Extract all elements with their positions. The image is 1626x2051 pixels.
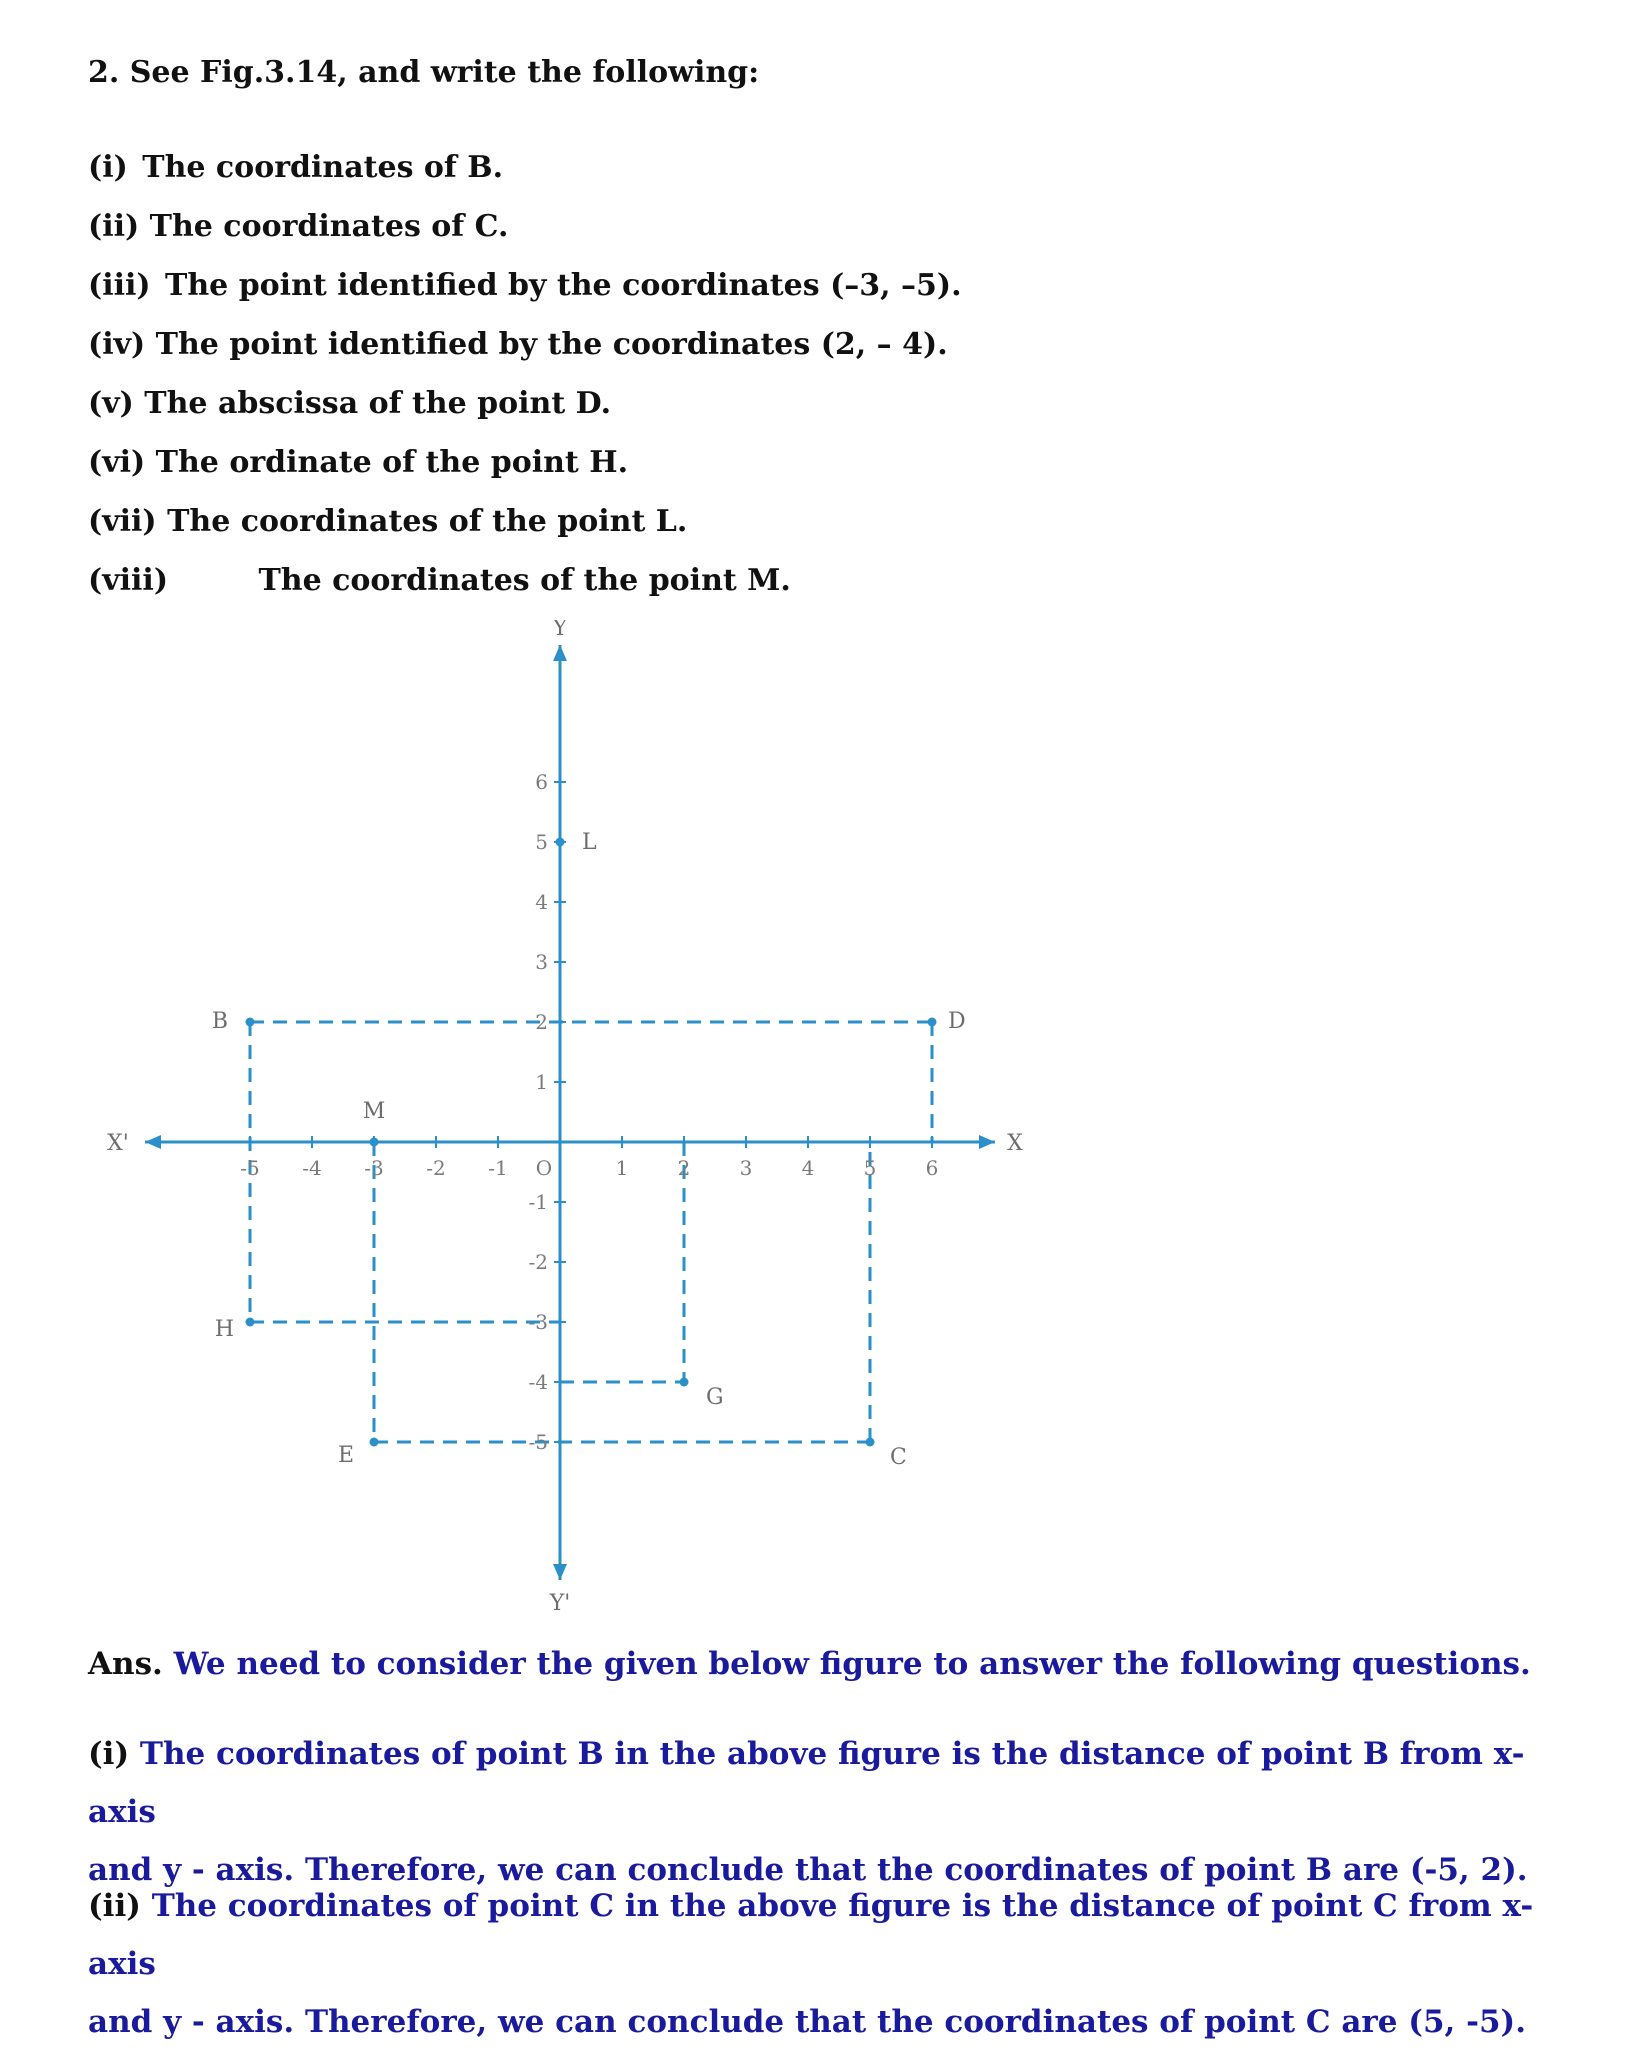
item-number: (ii) (88, 209, 140, 244)
y-axis-label: Y (552, 620, 568, 641)
coordinate-plane (90, 620, 1070, 1620)
y-tick-label: -2 (528, 1250, 548, 1274)
item-text: The coordinates of C. (149, 209, 509, 244)
y-tick-label: 5 (535, 830, 548, 854)
x-tick-label: 6 (925, 1156, 939, 1180)
point-label: M (362, 1099, 386, 1124)
y-tick-label: 4 (535, 890, 548, 914)
x-tick-label: 2 (677, 1156, 691, 1180)
x-tick-label: -5 (240, 1156, 260, 1180)
point-marker (246, 1318, 255, 1327)
x-tick-label: 1 (615, 1156, 629, 1180)
item-text: The abscissa of the point D. (144, 386, 612, 421)
point-label: H (214, 1317, 234, 1342)
x-tick-label: 3 (739, 1156, 753, 1180)
question-item (88, 268, 962, 303)
answer-line-text: The coordinates of point C in the above figure is the distance of point C from x-axis (88, 1888, 1534, 1982)
item-text: The point identified by the coordinates (–3, –5). (165, 268, 962, 303)
answer-line-text: and y - axis. Therefore, we can conclude that the coordinates of point B are (-5, 2). (88, 1852, 1528, 1888)
item-text: The ordinate of the point H. (155, 445, 629, 480)
y-axis-arrow-down (553, 1564, 567, 1580)
point-marker (246, 1018, 255, 1027)
point-marker (928, 1018, 937, 1027)
answer-line (88, 1877, 1568, 1993)
point-marker (866, 1438, 875, 1447)
question-item (88, 327, 948, 362)
question-item (88, 563, 791, 598)
question-item (88, 445, 628, 480)
y-tick-label: -1 (528, 1190, 548, 1214)
item-number: (vii) (88, 504, 157, 539)
x-tick-label: -3 (364, 1156, 384, 1180)
y-tick-label: 6 (535, 770, 548, 794)
item-number: (iii) (88, 268, 151, 303)
y-tick-label: 3 (535, 950, 548, 974)
x-axis-label: X (1007, 1131, 1023, 1156)
point-label: C (890, 1445, 907, 1470)
answer-part-number: (ii) (88, 1888, 141, 1924)
point-label: D (948, 1009, 966, 1034)
question-item (88, 209, 508, 244)
item-number: (iv) (88, 327, 146, 362)
x-axis-neg-label: X' (107, 1131, 129, 1156)
y-tick-label: 1 (535, 1070, 548, 1094)
answer-line-text: The coordinates of point B in the above figure is the distance of point B from x-axis (88, 1736, 1525, 1830)
point-marker (556, 838, 565, 847)
point-marker (370, 1138, 379, 1147)
point-label: B (211, 1009, 228, 1034)
y-tick-label: 2 (535, 1010, 548, 1034)
point-label: E (337, 1443, 354, 1468)
answer-lead: Ans. (88, 1646, 163, 1682)
answer-part-2 (88, 1877, 1568, 2051)
point-marker (680, 1378, 689, 1387)
item-number: (vi) (88, 445, 146, 480)
question-item (88, 386, 611, 421)
answer-intro (88, 1635, 1568, 1693)
item-number: (viii) (88, 563, 169, 598)
answer-line (88, 1725, 1568, 1841)
x-axis-arrow-left (145, 1135, 161, 1149)
y-tick-label: -3 (528, 1310, 548, 1334)
x-tick-label: -4 (302, 1156, 322, 1180)
x-tick-label: -2 (426, 1156, 446, 1180)
x-tick-label: -1 (488, 1156, 508, 1180)
point-label: G (706, 1385, 724, 1410)
answer-part-number: (i) (88, 1736, 130, 1772)
item-text: The coordinates of the point L. (167, 504, 688, 539)
y-tick-label: -5 (528, 1430, 548, 1454)
y-axis-neg-label: Y' (549, 1591, 571, 1616)
answer-part-1 (88, 1725, 1568, 1899)
item-number: (v) (88, 386, 134, 421)
question-title: 2. See Fig.3.14, and write the following: (88, 55, 760, 90)
origin-label: O (535, 1156, 553, 1180)
item-text: The coordinates of the point M. (258, 563, 791, 598)
question-item (88, 504, 687, 539)
x-tick-label: 5 (863, 1156, 877, 1180)
point-marker (370, 1438, 379, 1447)
coordinate-figure (90, 620, 1070, 1624)
item-text: The point identified by the coordinates (2, – 4). (155, 327, 948, 362)
y-axis-arrow-up (553, 645, 567, 661)
item-number: (i) (88, 150, 128, 185)
x-axis-arrow-right (979, 1135, 995, 1149)
point-label: L (582, 830, 597, 855)
y-tick-label: -4 (528, 1370, 548, 1394)
answer-intro-text: We need to consider the given below figure to answer the following questions. (173, 1646, 1531, 1682)
answer-line-text: and y - axis. Therefore, we can conclude that the coordinates of point C are (5, -5). (88, 2004, 1527, 2040)
question-item (88, 150, 503, 185)
item-text: The coordinates of B. (142, 150, 504, 185)
x-tick-label: 4 (801, 1156, 815, 1180)
